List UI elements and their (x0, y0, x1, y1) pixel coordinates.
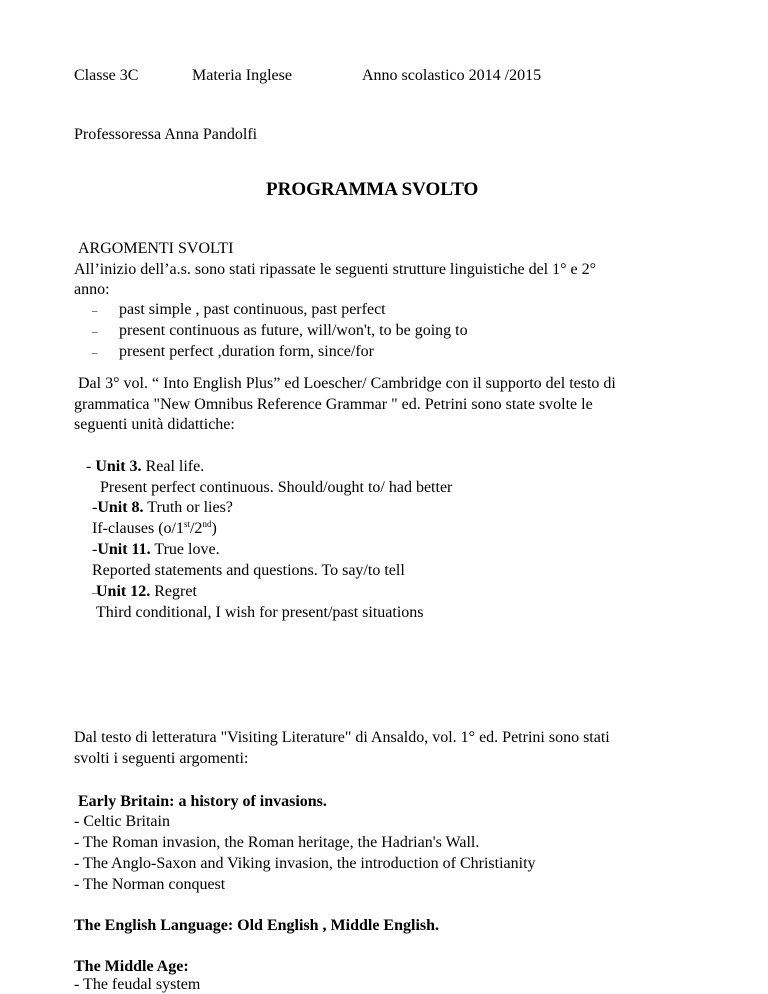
unit-3-line (86, 457, 204, 476)
bullet-dash: – (92, 587, 98, 599)
list-item: - The feudal system (74, 976, 201, 993)
superscript: st (183, 519, 190, 529)
unit-title: Truth or lies? (143, 499, 233, 516)
class-label: Classe 3C (74, 67, 139, 84)
intro-line-2: anno: (74, 281, 110, 298)
list-item: - The Roman invasion, the Roman heritage, the Hadrian's Wall. (74, 834, 480, 851)
bullet-dash: – (92, 347, 98, 359)
unit-content-text: ) (211, 520, 217, 537)
unit-title: Regret (150, 583, 197, 600)
list-item: - The Norman conquest (74, 876, 226, 893)
review-item: past simple , past continuous, past perfect (119, 301, 386, 318)
unit-11-content: Reported statements and questions. To say/to tell (92, 562, 405, 579)
superscript: nd (202, 519, 212, 529)
unit-content-text: If-clauses (o/1 (92, 520, 184, 537)
review-item: present continuous as future, will/won't, to be going to (119, 322, 468, 339)
list-item: - Celtic Britain (74, 813, 170, 830)
bullet-dash: – (92, 326, 98, 338)
textbook-line-2: grammatica "New Omnibus Reference Grammar " ed. Petrini sono state svolte le (74, 396, 593, 413)
unit-12-line (96, 582, 197, 601)
unit-name: Unit 3. (95, 458, 142, 475)
unit-name: Unit 11. (97, 541, 151, 558)
early-britain-heading (78, 792, 327, 811)
unit-title: Real life. (141, 458, 205, 475)
review-item: present perfect ,duration form, since/for (119, 343, 375, 360)
section-heading: The Middle Age: (74, 958, 189, 975)
unit-8-content (92, 519, 217, 538)
literature-line-2: svolti i seguenti argomenti: (74, 750, 249, 767)
unit-12-content: Third conditional, I wish for present/past situations (96, 604, 424, 621)
unit-title: True love. (150, 541, 220, 558)
section-heading: Early Britain: a history of invasions. (78, 793, 327, 810)
language-heading (74, 916, 439, 935)
teacher-name: Professoressa Anna Pandolfi (74, 126, 258, 143)
textbook-line-3: seguenti unità didattiche: (74, 416, 235, 433)
unit-prefix: - (86, 458, 96, 475)
subject-label: Materia Inglese (192, 67, 292, 84)
bullet-dash: – (92, 305, 98, 317)
intro-line-1: All’inizio dell’a.s. sono stati ripassate le seguenti strutture linguistiche del 1° e 2° (74, 261, 597, 278)
topics-heading: ARGOMENTI SVOLTI (78, 240, 234, 257)
school-year-label: Anno scolastico 2014 /2015 (362, 67, 542, 84)
unit-name: Unit 8. (97, 499, 144, 516)
section-heading: The English Language: Old English , Middle English. (74, 917, 440, 934)
unit-prefix: - (92, 499, 98, 516)
literature-line-1: Dal testo di letteratura "Visiting Literature" di Ansaldo, vol. 1° ed. Petrini sono stati (74, 729, 610, 746)
textbook-line-1: Dal 3° vol. “ Into English Plus” ed Loescher/ Cambridge con il supporto del testo di (78, 375, 616, 392)
middle-age-heading (74, 957, 189, 976)
list-item: - The Anglo-Saxon and Viking invasion, the introduction of Christianity (74, 855, 536, 872)
unit-8-line (92, 498, 233, 517)
unit-content-text: /2 (189, 520, 203, 537)
unit-3-content: Present perfect continuous. Should/ought to/ had better (100, 479, 453, 496)
unit-prefix: - (92, 541, 98, 558)
unit-11-line (92, 540, 220, 559)
unit-name: Unit 12. (96, 583, 151, 600)
page-title: PROGRAMMA SVOLTO (266, 179, 479, 200)
